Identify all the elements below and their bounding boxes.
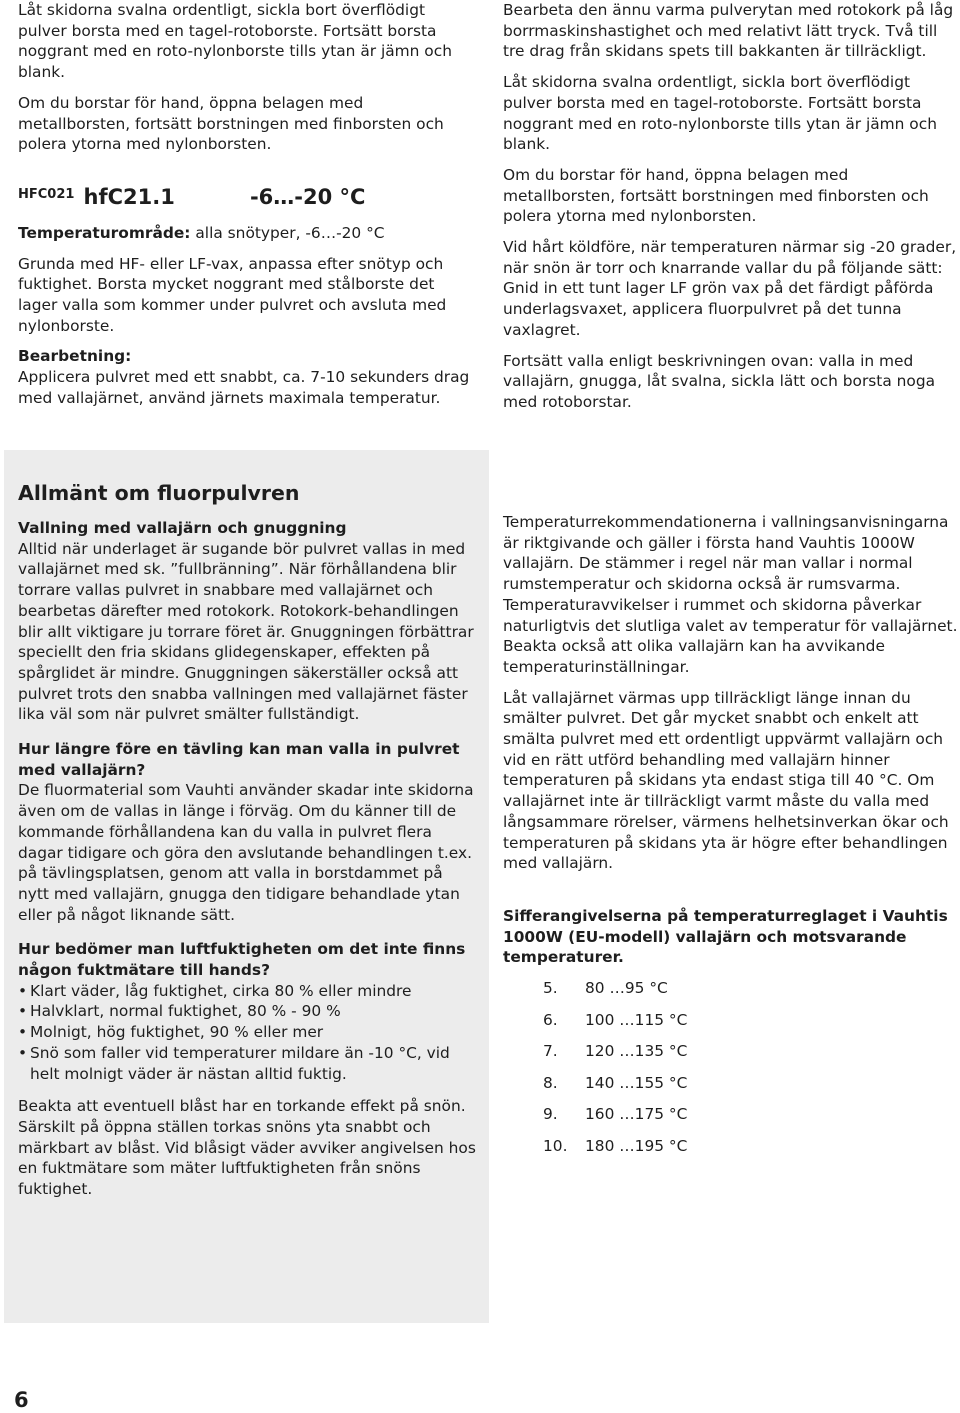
paragraph-iron-heating: Låt vallajärnet värmas upp tillräckligt länge innan du smälter pulvret. Det går mycket snabbt och enkelt att smälta pulvret med ett ordentligt uppvärmt vallajärn och vid en rätt utförd behandling med vallajärn hinner temperaturen på skidans yta endast stiga till 40 °C. Om vallajärnet inte är tillräckligt varmt måste du valla med långsammare rörelser, värmens helhetsinverkan ökar och temperaturen på skidans yta är högre efter behandlingen med vallajärn. [503, 688, 949, 873]
table-cell-setting: 10. [543, 1137, 568, 1156]
table-row [543, 1104, 687, 1136]
table-cell-setting: 8. [543, 1073, 558, 1092]
box-title: Allmänt om fluorpulvren [18, 481, 300, 505]
temperature-range [18, 223, 476, 244]
table-row [543, 1010, 687, 1042]
right-bottom-column [503, 512, 959, 1168]
product-temperature: -6…-20 °C [249, 184, 366, 209]
paragraph-cold-conditions: Vid hårt köldföre, när temperaturen närmar sig -20 grader, när snön är torr och knarrande vallar du på följande sätt: Gnid in ett tunt lager LF grön vax på det färdigt påförda underlagsvaxet, applicera fluorpulvret på det tunna vaxlagret. [503, 238, 957, 339]
right-top-column [503, 0, 959, 423]
box-heading-humidity: Hur bedömer man luftfuktigheten om det inte finns någon fuktmätare till hands? [18, 940, 466, 980]
paragraph-continue: Fortsätt valla enligt beskrivningen ovan: valla in med vallajärn, gnugga, låt svalna, sickla lätt och borsta noga med rotoborstar. [503, 351, 936, 411]
page-number: 6 [14, 1388, 29, 1412]
table-cell-temp: 180 …195 °C [585, 1137, 688, 1156]
paragraph-hand-brush: Om du borstar för hand, öppna belagen med metallborsten, fortsätt borstningen med finborsten och polera ytorna med nylonborsten. [18, 93, 444, 154]
list-item: • Klart väder, låg fuktighet, cirka 80 % eller mindre [18, 981, 476, 1002]
temperature-range-label: Temperaturområde: [18, 223, 191, 242]
humidity-list [18, 981, 476, 1085]
paragraph-cool-brush-2: Låt skidorna svalna ordentligt, sickla bort överflödigt pulver borsta med en tagel-rotoborste. Fortsätt borsta noggrant med en roto-nylonborste tills ytan är jämn och blank. [503, 73, 937, 154]
product-heading [18, 185, 476, 211]
paragraph-base-wax: Grunda med HF- eller LF-vax, anpassa efter snötyp och fuktighet. Borsta mycket noggrant med stålborste det lager valla som kommer under pulvret och avsluta med nylonborste. [18, 254, 447, 335]
table-cell-setting: 7. [543, 1042, 558, 1061]
product-code: hfC21.1 [83, 184, 175, 209]
box-heading-iron: Vallning med vallajärn och gnuggning [18, 519, 347, 537]
list-item: • Halvklart, normal fuktighet, 80 % - 90 % [18, 1001, 476, 1022]
bearbetning-text: Applicera pulvret med ett snabbt, ca. 7-10 sekunders drag med vallajärnet, använd järnets maximala temperatur. [18, 368, 470, 407]
table-cell-setting: 9. [543, 1105, 558, 1124]
table-row [543, 978, 687, 1010]
box-text-before-race: De fluormaterial som Vauhti använder skadar inte skidorna även om de vallas in länge i förväg. Om du känner till de kommande förhållandena kan du valla in pulvret flera dagar tidigare och göra den avslutande behandlingen t.ex. på tävlingsplatsen, genom att valla in borstdammet på nytt med vallajärn, gnugga den tidigare behandlade ytan eller på något liknande sätt. [18, 781, 474, 924]
info-box-content [18, 480, 476, 1210]
temperature-table [543, 978, 687, 1168]
box-heading-before-race: Hur längre före en tävling kan man valla in pulvret med vallajärn? [18, 740, 460, 779]
bearbetning-label: Bearbetning: [18, 347, 132, 366]
table-cell-temp: 100 …115 °C [585, 1010, 688, 1029]
table-cell-temp: 120 …135 °C [585, 1042, 688, 1061]
table-cell-temp: 140 …155 °C [585, 1073, 688, 1092]
table-cell-temp: 160 …175 °C [585, 1105, 688, 1124]
table-row [543, 1073, 687, 1105]
temperature-range-value: alla snötyper, -6…-20 °C [190, 223, 385, 242]
paragraph-cool-brush: Låt skidorna svalna ordentligt, sickla bort överflödigt pulver borsta med en tagel-rotoborste. Fortsätt borsta noggrant med en roto-nylonborste tills ytan är jämn och blank. [18, 1, 452, 82]
product-code-small: HFC021 [18, 186, 75, 202]
table-row [543, 1136, 687, 1168]
list-item: • Snö som faller vid temperaturer mildare än -10 °C, vid helt molnigt väder är nästan alltid fuktig. [18, 1043, 476, 1084]
paragraph-hand-brush-2: Om du borstar för hand, öppna belagen med metallborsten, fortsätt borstningen med finborsten och polera ytorna med nylonborsten. [503, 165, 929, 226]
table-row [543, 1041, 687, 1073]
table-cell-setting: 5. [543, 979, 558, 998]
paragraph-rotocork: Bearbeta den ännu varma pulverytan med rotokork på låg borrmaskinshastighet och med relativt lätt tryck. Två till tre drag från skidans spets till bakkanten är tillräckligt. [503, 1, 954, 61]
list-item: • Molnigt, hög fuktighet, 90 % eller mer [18, 1022, 476, 1043]
left-top-column [18, 0, 476, 419]
box-text-iron: Alltid när underlaget är sugande bör pulvret vallas in med vallajärnet med sk. ”fullbränning”. När förhållandena blir torrare vallas pulvret in snabbare med vallajärnet och bearbetas därefter med rotokork. Rotokork-behandlingen blir allt viktigare ju torrare föret är. Gnuggningen förbättrar speciellt den fria skidans glidegenskaper, effekten på spårglidet är mindre. Gnuggningen säkerställer också att pulvret trots den snabba vallningen med vallajärnet fäster lika väl som när pulvret smälter fullständigt. [18, 539, 474, 724]
table-cell-setting: 6. [543, 1010, 558, 1029]
table-cell-temp: 80 …95 °C [585, 979, 668, 998]
box-text-wind: Beakta att eventuell blåst har en torkande effekt på snön. Särskilt på öppna ställen torkas snöns yta snabbt och märkbart av blåst. Vid blåsigt väder avviker angivelsen hos en fuktmätare som mäter luftfuktigheten från snöns fuktighet. [18, 1097, 476, 1199]
paragraph-temperature-recommendations: Temperaturrekommendationerna i vallningsanvisningarna är riktgivande och gäller i första hand Vauhtis 1000W vallajärn. De stämmer i regel när man vallar i normal rumstemperatur och skidorna också är rumsvarma. Temperaturavvikelser i rummet och skidorna påverkar naturligtvis det slutliga valet av temperatur för vallajärnet. Beakta också att olika vallajärn kan ha avvikande temperaturinställningar. [503, 513, 958, 676]
table-heading: Sifferangivelserna på temperaturreglaget i Vauhtis 1000W (EU-modell) vallajärn och motsvarande temperaturer. [503, 906, 948, 967]
